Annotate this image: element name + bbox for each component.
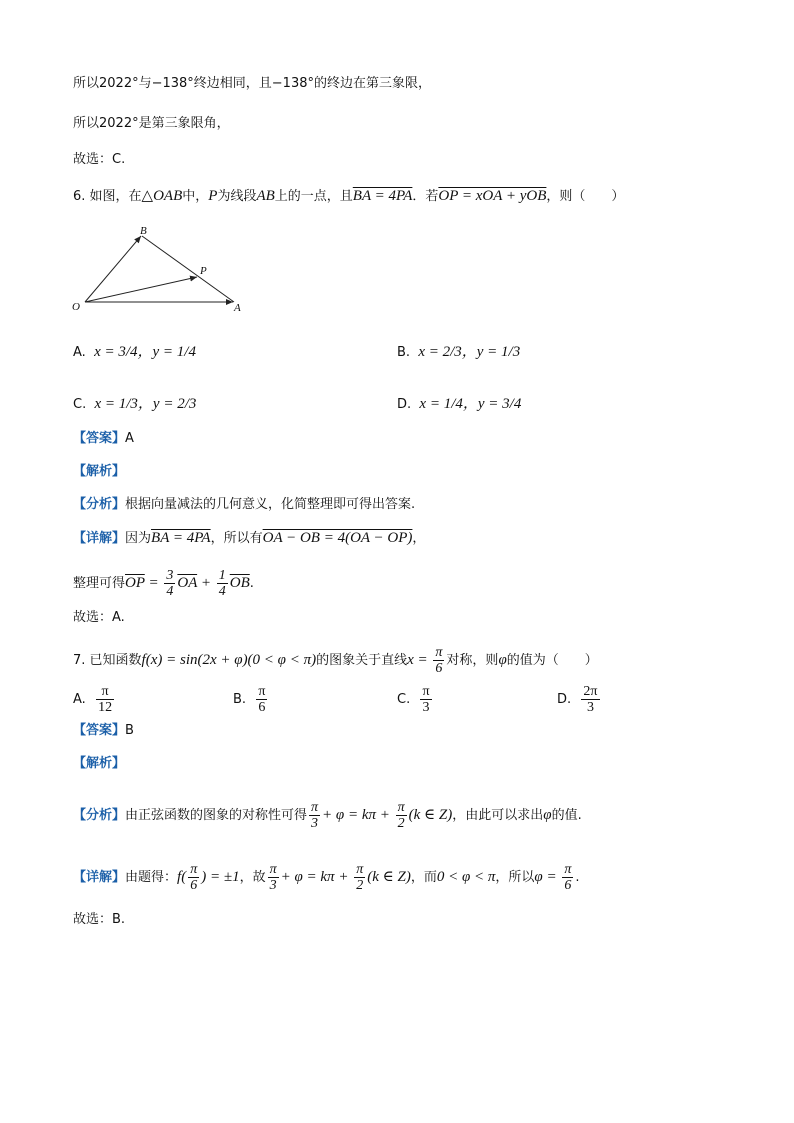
q6-text: ，则（ ） xyxy=(546,189,625,204)
q7-option-a[interactable]: A. $\frac{\pi}{12}$ xyxy=(73,684,113,715)
q6-option-b[interactable] xyxy=(397,342,520,363)
q6-stem xyxy=(73,186,624,207)
q7-xiangjie: 【详解】由题得：f( $\frac{\pi}{6}$ ) = ±1，故 $\frac{\pi}{3}$ + φ = kπ + $\frac{\pi}{2}$ (k ∈ Z)，而0 < φ < π，所以φ = $\frac{\pi}{6}$ . xyxy=(73,862,580,893)
q7-phi: φ xyxy=(543,806,552,823)
q6-text: 中， xyxy=(182,189,209,204)
xiangjie-tag: 【详解】 xyxy=(73,869,126,885)
option-value: x = 1/4，y = 3/4 xyxy=(419,396,522,412)
q7-option-c[interactable]: C. $\frac{\pi}{3}$ xyxy=(397,684,430,715)
option-value: x = 1/3，y = 2/3 xyxy=(94,396,197,412)
option-label: B. xyxy=(397,345,411,360)
xiangjie-tag: 【详解】 xyxy=(73,531,126,546)
q7-function: f(x) = sin(2x + φ)(0 < φ < π) xyxy=(141,651,317,668)
q7-option-d[interactable]: D. $\frac{2\pi}{3}$ xyxy=(557,684,598,715)
text-line-1: 所以2022°与−138°终边相同，且−138°的终边在第三象限， xyxy=(73,76,431,91)
q6-triangle: △OAB xyxy=(141,188,183,204)
triangle-figure xyxy=(70,222,250,317)
q7-stem xyxy=(73,645,598,676)
q7-line: x = $\frac{\pi}{6}$ xyxy=(407,645,443,676)
eq-symmetry: $\frac{\pi}{3}$ + φ = kπ + $\frac{\pi}{2}$ (k ∈ Z) xyxy=(311,800,453,831)
analysis-tag: 【解析】 xyxy=(73,756,126,771)
fenxi-text: 根据向量减法的几何意义，化简整理即可得出答案. xyxy=(125,497,416,512)
eq-op-result: $\overline{OP}$ = $\frac{3}{4}$ $\overline{OA}$ + $\frac{1}{4}$ $\overline{OB}$ xyxy=(125,568,250,599)
q6-number: 6. 如图，在 xyxy=(73,189,142,204)
label-o: O xyxy=(72,301,80,313)
q6-xiangjie-line1 xyxy=(73,528,425,549)
xiangjie-text: 由题得： xyxy=(125,869,178,885)
answer-value: B xyxy=(125,723,134,738)
q7-choose: 故选：B. xyxy=(73,912,126,927)
q6-option-c[interactable] xyxy=(73,394,196,415)
fenxi-tag: 【分析】 xyxy=(73,807,126,823)
q6-answer xyxy=(73,429,134,449)
q6-analysis-heading xyxy=(73,462,125,482)
fenxi-tag: 【分析】 xyxy=(73,497,126,512)
analysis-tag: 【解析】 xyxy=(73,464,126,479)
option-label: D. xyxy=(397,397,412,412)
q7-phi: φ xyxy=(498,651,507,668)
label-b: B xyxy=(140,225,147,237)
xiangjie-text: ，所以有 xyxy=(210,531,263,546)
fenxi-text: ，由此可以求出 xyxy=(452,807,544,823)
q6-text: ．若 xyxy=(412,189,439,204)
eq-f-value: f( $\frac{\pi}{6}$ ) = ±1 xyxy=(177,862,240,893)
q7-fenxi xyxy=(73,800,582,831)
option-label: C. xyxy=(73,397,87,412)
label-p: P xyxy=(200,265,207,277)
q7-number: 7. 已知函数 xyxy=(73,652,142,668)
q7-option-b[interactable]: B. $\frac{\pi}{6}$ xyxy=(233,684,266,715)
q7-text: 的值为（ ） xyxy=(506,652,598,668)
eq-vector-diff: OA − OB = 4(OA − OP) xyxy=(262,530,413,546)
xiangjie-text: ， xyxy=(412,531,426,546)
vector-op xyxy=(85,277,197,302)
xiangjie-text: ，而 xyxy=(410,869,437,885)
option-label: A. xyxy=(73,692,86,707)
xiangjie-text: ，故 xyxy=(239,869,266,885)
q7-analysis-heading xyxy=(73,754,125,774)
xiangjie-text: 因为 xyxy=(125,531,152,546)
option-label: A. xyxy=(73,345,86,360)
q6-point: P xyxy=(208,188,218,204)
q6-xiangjie-line2: 整理可得$\overline{OP}$ = $\frac{3}{4}$ $\overline{OA}$ + $\frac{1}{4}$ $\overline{OB}$. xyxy=(73,568,254,599)
eq-symmetry: $\frac{\pi}{3}$ + φ = kπ + $\frac{\pi}{2}$ (k ∈ Z) xyxy=(269,862,411,893)
option-value: x = 2/3，y = 1/3 xyxy=(418,344,521,360)
answer-value: A xyxy=(125,431,134,446)
q6-text: 为线段 xyxy=(217,189,257,204)
text-line-3: 故选：C. xyxy=(73,152,126,167)
q6-fenxi xyxy=(73,495,415,515)
segment-ba xyxy=(142,236,234,302)
q6-option-a[interactable] xyxy=(73,342,196,363)
xiangjie-text: 整理可得 xyxy=(73,575,126,591)
option-label: C. xyxy=(397,692,411,707)
q6-option-d[interactable] xyxy=(397,394,521,415)
q7-answer xyxy=(73,721,134,741)
eq-phi-result: φ = $\frac{\pi}{6}$ xyxy=(534,862,572,893)
eq-ba-4pa: BA = 4PA xyxy=(151,530,211,546)
q6-vector-expr: OP = xOA + yOB xyxy=(438,188,547,204)
q7-text: 对称，则 xyxy=(446,652,499,668)
fenxi-text: 的值. xyxy=(551,807,582,823)
q6-condition: BA = 4PA xyxy=(352,188,413,204)
option-label: B. xyxy=(233,692,247,707)
q6-choose: 故选：A. xyxy=(73,610,125,625)
answer-tag: 【答案】 xyxy=(73,431,126,446)
xiangjie-text: ，所以 xyxy=(495,869,535,885)
eq-range: 0 < φ < π xyxy=(436,868,496,885)
q7-text: 的图象关于直线 xyxy=(316,652,408,668)
option-value: x = 3/4，y = 1/4 xyxy=(94,344,196,360)
text-line-2: 所以2022°是第三象限角， xyxy=(73,116,230,131)
fenxi-text: 由正弦函数的图象的对称性可得 xyxy=(125,807,308,823)
q6-text: 上的一点，且 xyxy=(274,189,353,204)
answer-tag: 【答案】 xyxy=(73,723,126,738)
vector-ob xyxy=(85,236,141,302)
q6-segment: AB xyxy=(256,188,275,204)
label-a: A xyxy=(234,302,241,314)
option-label: D. xyxy=(557,692,572,707)
